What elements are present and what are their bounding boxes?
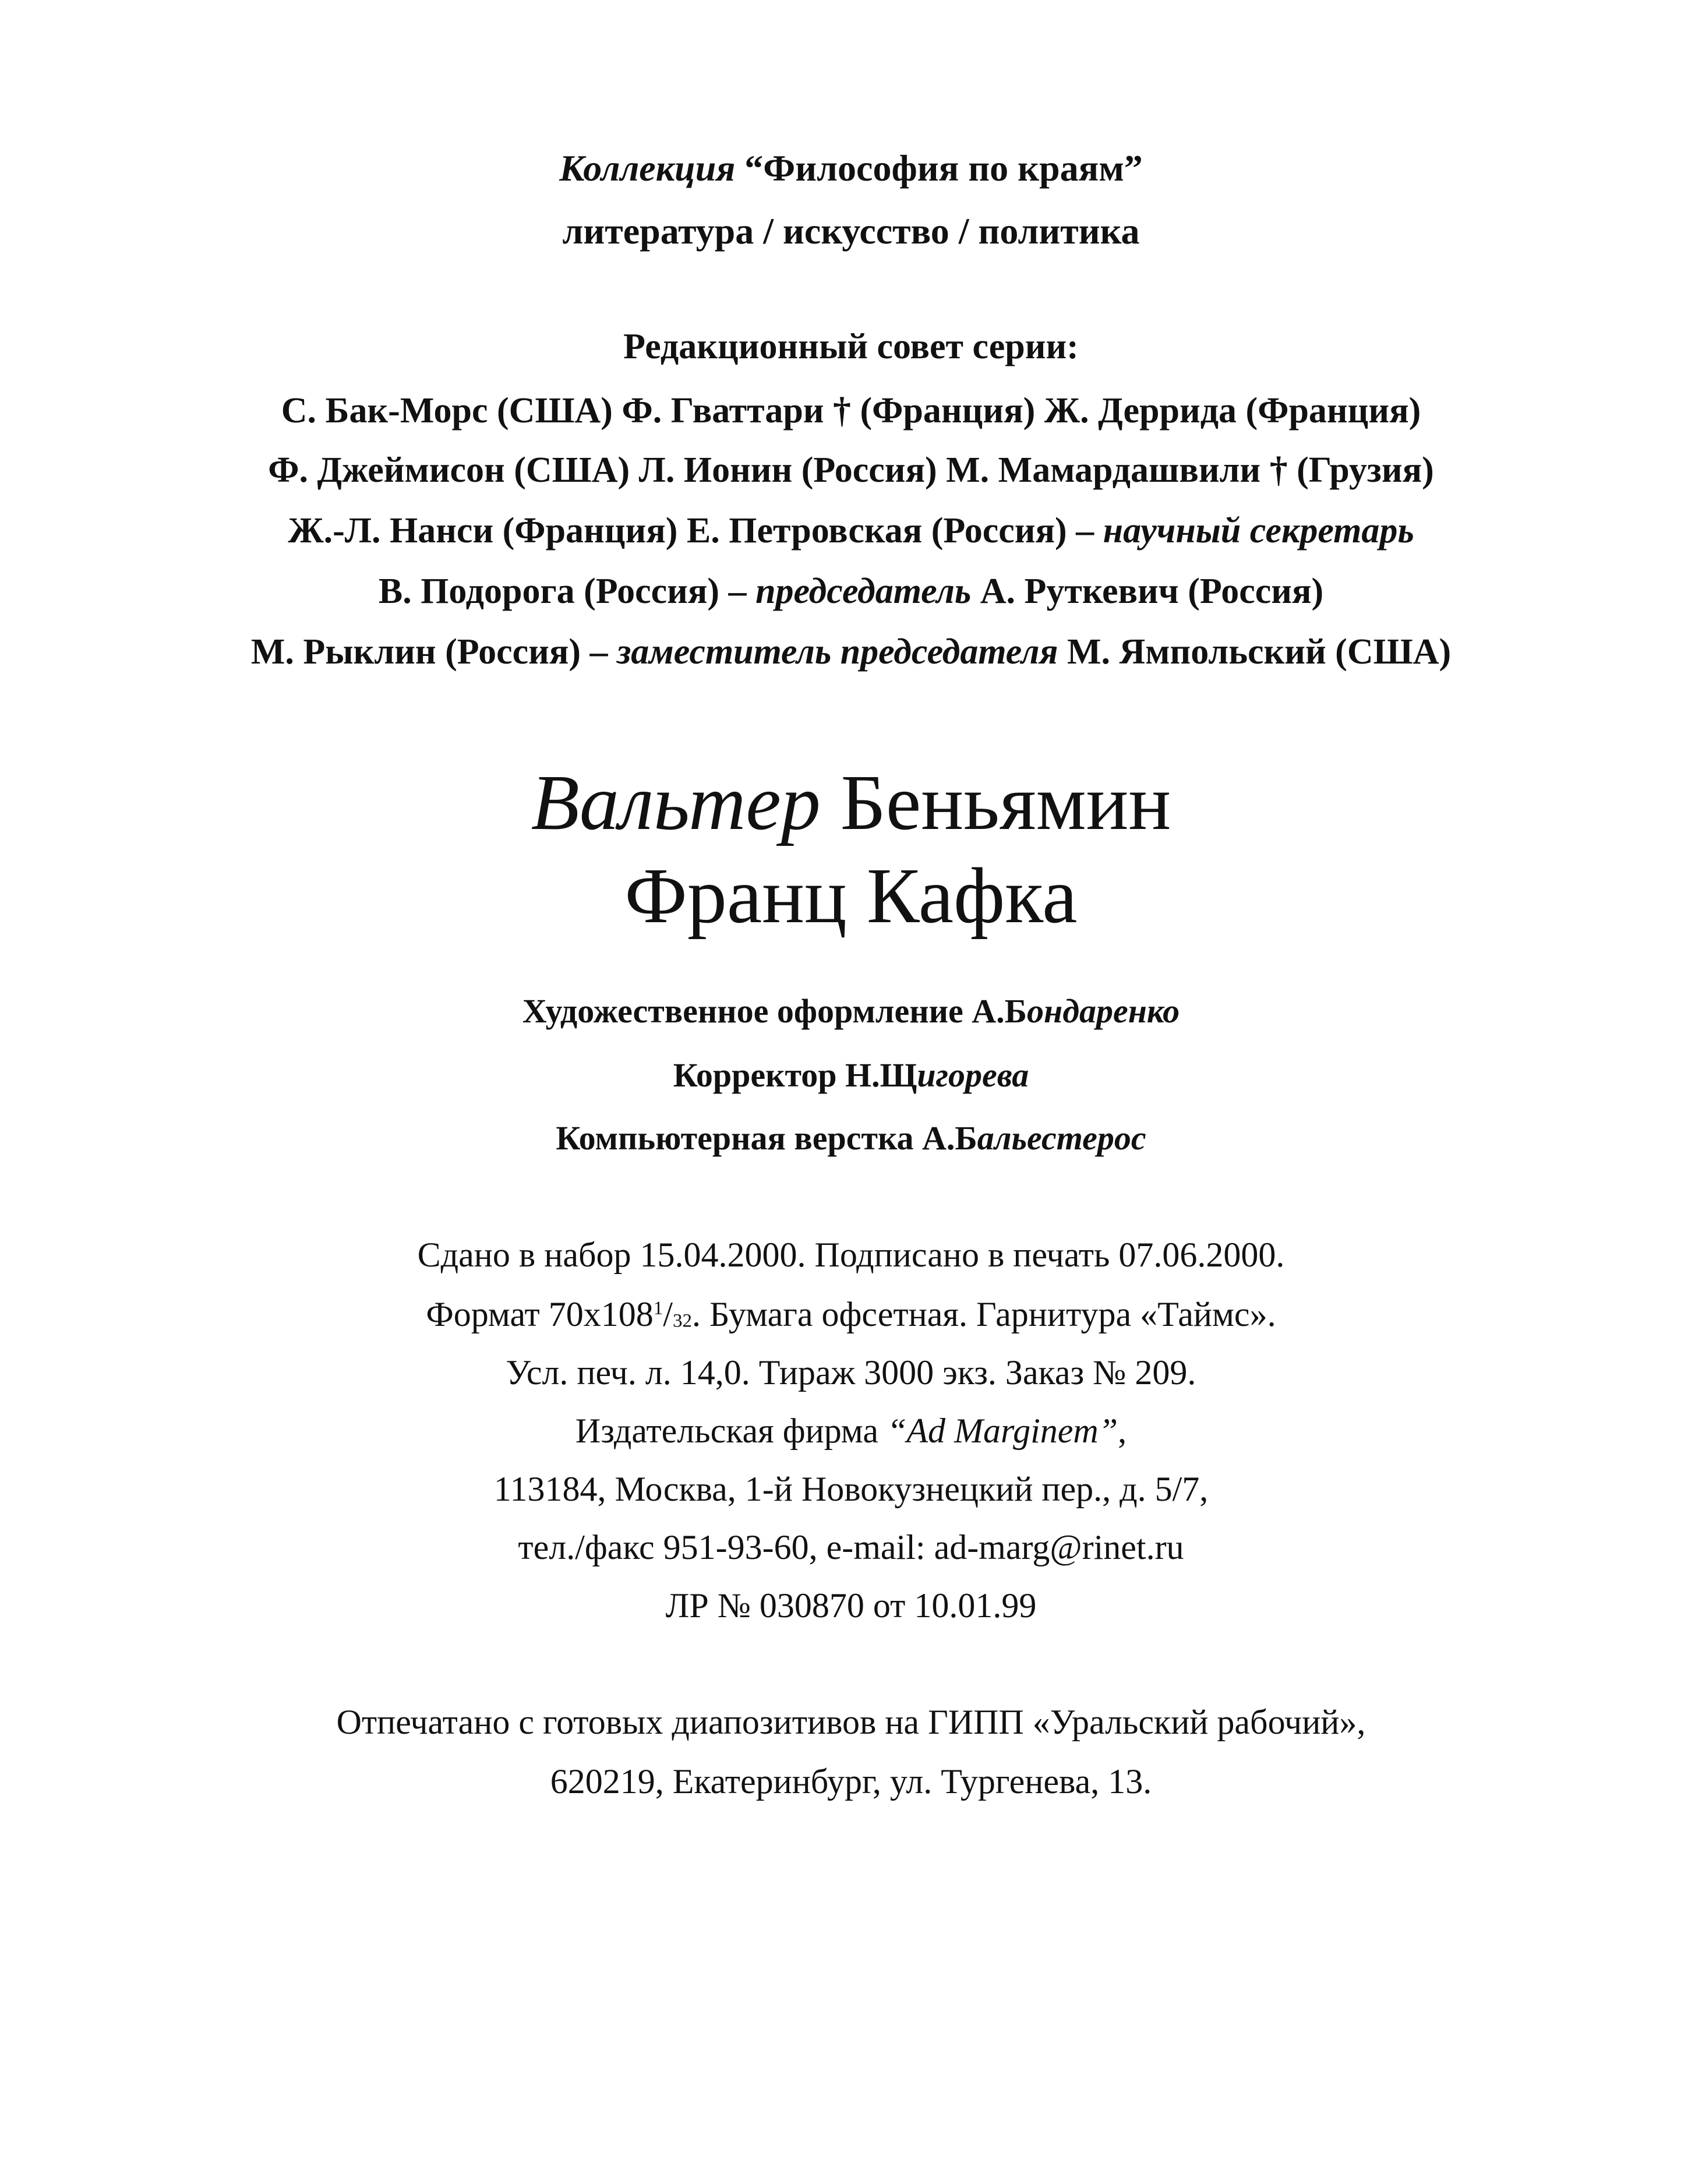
board-line-5 — [0, 631, 1702, 673]
board-heading: Редакционный совет серии: — [623, 327, 1079, 366]
author-last-name: Беньямин — [820, 759, 1171, 846]
credit-corrector-name: игорева — [917, 1056, 1029, 1094]
imprint-line-2 — [0, 1294, 1702, 1335]
board-line-5-text-a: М. Рыклин (Россия) – — [250, 632, 617, 672]
board-line-5-text-b: М. Ямпольский (США) — [1058, 632, 1452, 672]
credit-corrector — [0, 1056, 1702, 1095]
board-line-3-text: Ж.-Л. Нанси (Франция) Е. Петровская (Россия) – — [288, 511, 1103, 551]
author-first-name: Вальтер — [531, 759, 821, 846]
board-line-4 — [0, 571, 1702, 612]
series-subtitle: литература / искусство / политика — [562, 210, 1140, 252]
board-line-4-text-a: В. Подорога (Россия) – — [378, 571, 756, 611]
imprint-paper: . Бумага офсетная. Гарнитура «Таймс». — [691, 1295, 1276, 1333]
imprint-line-3: Усл. печ. л. 14,0. Тираж 3000 экз. Заказ № 209. — [506, 1353, 1196, 1392]
credit-layout — [0, 1119, 1702, 1158]
series-label: Коллекция — [559, 147, 736, 189]
credit-corrector-label: Корректор Н.Щ — [673, 1056, 917, 1094]
imprint-line-4 — [0, 1411, 1702, 1451]
board-line-2: Ф. Джеймисон (США) Л. Ионин (Россия) М. Мамардашвили † (Грузия) — [268, 450, 1434, 490]
credit-layout-name: альестерос — [977, 1119, 1146, 1157]
book-author — [0, 757, 1702, 848]
series-name: “Философия по краям” — [744, 147, 1143, 189]
imprint-format-slash: / — [663, 1295, 673, 1333]
imprint-line-7: ЛР № 030870 от 10.01.99 — [665, 1586, 1037, 1625]
printer-line-2: 620219, Екатеринбург, ул. Тургенева, 13. — [550, 1762, 1152, 1801]
board-line-3 — [0, 510, 1702, 552]
board-role-deputy: заместитель председателя — [617, 632, 1058, 672]
board-line-4-text-b: А. Руткевич (Россия) — [971, 571, 1324, 611]
imprint-format-numerator: 1 — [653, 1298, 663, 1319]
imprint-publisher-label: Издательская фирма — [575, 1412, 887, 1450]
credit-design-label: Художественное оформление А.Б — [522, 992, 1027, 1030]
imprint-publisher-comma: , — [1118, 1412, 1127, 1450]
imprint-format: Формат 70x108 — [426, 1295, 654, 1333]
imprint-line-1: Сдано в набор 15.04.2000. Подписано в печать 07.06.2000. — [417, 1236, 1285, 1274]
credit-design — [0, 992, 1702, 1031]
imprint-format-denominator: 32 — [672, 1310, 692, 1332]
credit-layout-label: Компьютерная верстка А.Б — [556, 1119, 977, 1157]
credit-design-name: ондаренко — [1027, 992, 1180, 1030]
series-title — [0, 147, 1702, 190]
board-role-chair: председатель — [755, 571, 972, 611]
imprint-line-6: тел./факс 951-93-60, e-mail: ad-marg@rinet.ru — [518, 1528, 1184, 1566]
imprint-publisher-name: “Ad Marginem” — [887, 1412, 1118, 1450]
imprint-line-5: 113184, Москва, 1-й Новокузнецкий пер., д. 5/7, — [493, 1470, 1209, 1508]
book-title: Франц Кафка — [624, 852, 1078, 940]
board-line-1: С. Бак-Морс (США) Ф. Гваттари † (Франция) Ж. Деррида (Франция) — [281, 391, 1421, 431]
printer-line-1: Отпечатано с готовых диапозитивов на ГИПП «Уральский рабочий», — [336, 1703, 1366, 1741]
board-role-secretary: научный секретарь — [1103, 511, 1414, 551]
